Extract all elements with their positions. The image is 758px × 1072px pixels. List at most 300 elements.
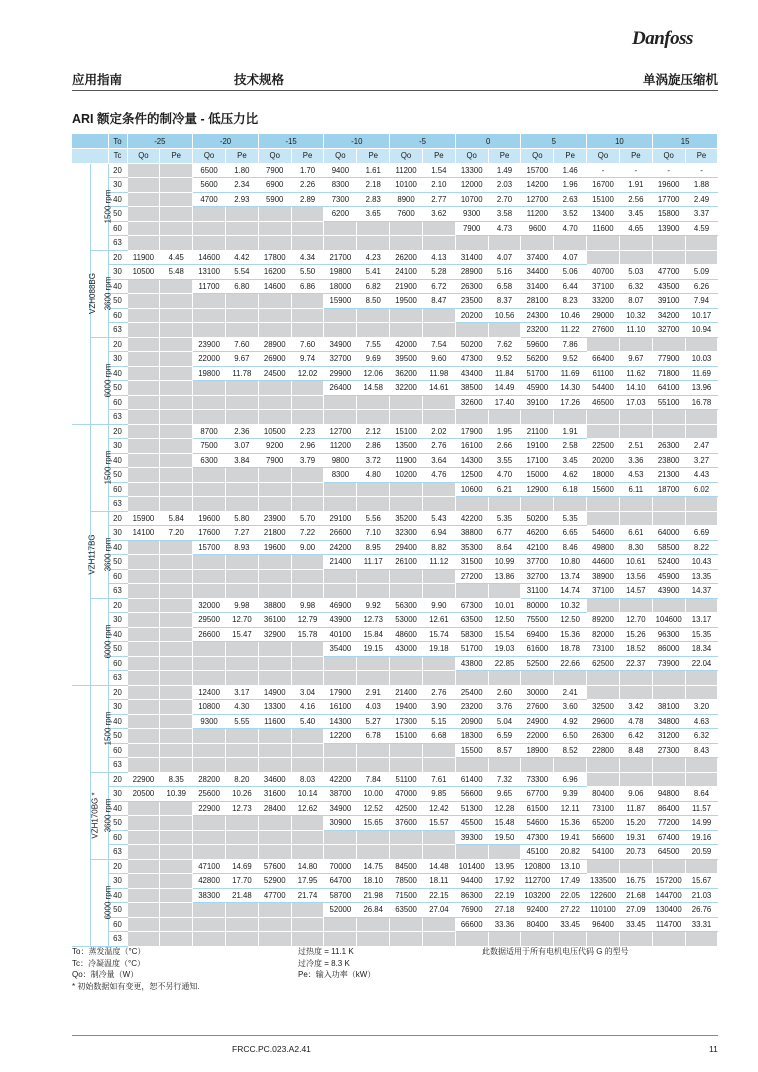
empty-cell bbox=[258, 468, 291, 483]
pe-cell: 4.53 bbox=[619, 468, 652, 483]
empty-cell bbox=[160, 308, 193, 323]
empty-cell bbox=[258, 816, 291, 831]
empty-cell bbox=[225, 758, 258, 773]
pe-cell: 11.78 bbox=[225, 366, 258, 381]
speed-text: 6000 rpm bbox=[102, 624, 112, 659]
pe-cell: 22.15 bbox=[422, 888, 455, 903]
qo-cell: 64700 bbox=[324, 874, 357, 889]
tc-value: 30 bbox=[108, 874, 127, 889]
pe-cell: 7.55 bbox=[357, 337, 390, 352]
qo-cell: 58700 bbox=[324, 888, 357, 903]
empty-cell bbox=[685, 511, 718, 526]
pe-cell: 18.10 bbox=[357, 874, 390, 889]
empty-cell bbox=[127, 613, 160, 628]
empty-cell bbox=[127, 584, 160, 599]
qo-cell: 26300 bbox=[455, 279, 488, 294]
pe-cell: 14.49 bbox=[488, 381, 521, 396]
qo-cell: 18000 bbox=[324, 279, 357, 294]
empty-cell bbox=[291, 656, 324, 671]
qo-cell: 46900 bbox=[324, 598, 357, 613]
empty-cell bbox=[258, 294, 291, 309]
pe-cell: 8.20 bbox=[225, 772, 258, 787]
empty-cell bbox=[422, 395, 455, 410]
qo-cell: 27200 bbox=[455, 569, 488, 584]
pe-cell: 10.32 bbox=[619, 308, 652, 323]
empty-cell bbox=[652, 772, 685, 787]
qo-cell: 43400 bbox=[455, 366, 488, 381]
empty-cell bbox=[127, 801, 160, 816]
empty-cell bbox=[193, 555, 226, 570]
pe-cell: 27.22 bbox=[554, 903, 587, 918]
empty-cell bbox=[455, 410, 488, 425]
empty-cell bbox=[587, 250, 620, 265]
empty-cell bbox=[193, 642, 226, 657]
empty-cell bbox=[160, 352, 193, 367]
pe-cell: 2.26 bbox=[291, 178, 324, 193]
pe-cell: 8.52 bbox=[554, 743, 587, 758]
pe-cell: 18.11 bbox=[422, 874, 455, 889]
empty-cell bbox=[258, 932, 291, 947]
qo-cell: 10700 bbox=[455, 192, 488, 207]
qo-cell: 20900 bbox=[455, 714, 488, 729]
qo-cell: 32700 bbox=[521, 569, 554, 584]
empty-cell bbox=[324, 497, 357, 512]
empty-cell bbox=[554, 236, 587, 251]
header-right: 单涡旋压缩机 bbox=[642, 73, 718, 87]
qo-cell: 16700 bbox=[587, 178, 620, 193]
pe-cell: 26.84 bbox=[357, 903, 390, 918]
qo-cell: 104600 bbox=[652, 613, 685, 628]
note-line: 过热度 = 11.1 K bbox=[298, 947, 354, 956]
tc-value: 40 bbox=[108, 192, 127, 207]
pe-cell: 15.65 bbox=[357, 816, 390, 831]
pe-cell: 8.03 bbox=[291, 772, 324, 787]
pe-cell: 5.40 bbox=[291, 714, 324, 729]
table-row bbox=[72, 366, 718, 381]
qo-cell: 43500 bbox=[652, 279, 685, 294]
pe-cell: 19.15 bbox=[357, 642, 390, 657]
pe-cell: 3.72 bbox=[357, 453, 390, 468]
qo-cell: 37100 bbox=[587, 279, 620, 294]
qo-cell: 86400 bbox=[652, 801, 685, 816]
pe-cell: 6.80 bbox=[225, 279, 258, 294]
speed-text: 3600 rpm bbox=[102, 798, 112, 833]
pe-cell: 22.05 bbox=[554, 888, 587, 903]
empty-cell bbox=[619, 410, 652, 425]
qo-cell: 38900 bbox=[587, 569, 620, 584]
model-label bbox=[72, 163, 97, 424]
empty-cell bbox=[390, 656, 423, 671]
qo-cell: 21700 bbox=[324, 250, 357, 265]
qo-cell: 24900 bbox=[521, 714, 554, 729]
qo-cell: 36200 bbox=[390, 366, 423, 381]
empty-cell bbox=[619, 598, 652, 613]
qo-cell: 37600 bbox=[390, 816, 423, 831]
empty-cell bbox=[291, 294, 324, 309]
pe-cell: 21.68 bbox=[619, 888, 652, 903]
empty-cell bbox=[160, 801, 193, 816]
pe-cell: 14.10 bbox=[619, 381, 652, 396]
pe-cell: 9.74 bbox=[291, 352, 324, 367]
pe-cell: 9.92 bbox=[357, 598, 390, 613]
empty-cell bbox=[324, 917, 357, 932]
pe-cell: 11.17 bbox=[357, 555, 390, 570]
empty-cell bbox=[291, 381, 324, 396]
pe-cell: 1.70 bbox=[291, 163, 324, 178]
empty-cell bbox=[258, 584, 291, 599]
empty-cell bbox=[193, 468, 226, 483]
qo-cell: 112700 bbox=[521, 874, 554, 889]
empty-cell bbox=[422, 917, 455, 932]
tc-value: 50 bbox=[108, 729, 127, 744]
empty-cell bbox=[685, 337, 718, 352]
empty-cell bbox=[127, 482, 160, 497]
pe-cell: 3.65 bbox=[357, 207, 390, 222]
empty-cell bbox=[652, 511, 685, 526]
qo-cell: 17800 bbox=[258, 250, 291, 265]
tc-value: 63 bbox=[108, 845, 127, 860]
empty-cell bbox=[619, 932, 652, 947]
empty-cell bbox=[390, 236, 423, 251]
qo-cell: 45100 bbox=[521, 845, 554, 860]
qo-cell: 26400 bbox=[324, 381, 357, 396]
qo-cell: 44600 bbox=[587, 555, 620, 570]
pe-cell: 4.16 bbox=[291, 700, 324, 715]
qo-cell: 103200 bbox=[521, 888, 554, 903]
pe-cell: 5.80 bbox=[225, 511, 258, 526]
empty-cell bbox=[258, 555, 291, 570]
pe-cell: 2.58 bbox=[554, 439, 587, 454]
empty-cell bbox=[455, 236, 488, 251]
qo-cell: 17700 bbox=[652, 192, 685, 207]
table-row bbox=[72, 569, 718, 584]
pe-cell: 3.17 bbox=[225, 685, 258, 700]
pe-cell: 21.03 bbox=[685, 888, 718, 903]
empty-cell bbox=[521, 236, 554, 251]
table-row bbox=[72, 874, 718, 889]
pe-cell: 21.98 bbox=[357, 888, 390, 903]
qo-cell: 47300 bbox=[521, 830, 554, 845]
empty-cell bbox=[587, 859, 620, 874]
pe-cell: 8.47 bbox=[422, 294, 455, 309]
empty-cell bbox=[357, 221, 390, 236]
table-row bbox=[72, 294, 718, 309]
pe-cell: 33.45 bbox=[619, 917, 652, 932]
empty-cell bbox=[160, 192, 193, 207]
empty-cell bbox=[258, 381, 291, 396]
pe-cell: 8.43 bbox=[685, 743, 718, 758]
qo-cell: 35300 bbox=[455, 540, 488, 555]
tc-value: 50 bbox=[108, 468, 127, 483]
empty-cell bbox=[127, 439, 160, 454]
empty-cell bbox=[291, 758, 324, 773]
empty-cell bbox=[619, 758, 652, 773]
header-mid: 技术规格 bbox=[234, 73, 285, 87]
pe-cell: 3.20 bbox=[685, 700, 718, 715]
empty-cell bbox=[291, 555, 324, 570]
empty-cell bbox=[554, 758, 587, 773]
pe-cell: 2.70 bbox=[488, 192, 521, 207]
qo-cell: 22000 bbox=[193, 352, 226, 367]
empty-cell bbox=[619, 497, 652, 512]
empty-cell bbox=[127, 700, 160, 715]
empty-cell bbox=[160, 700, 193, 715]
pe-cell: 4.45 bbox=[160, 250, 193, 265]
qo-cell: - bbox=[652, 163, 685, 178]
empty-cell bbox=[587, 410, 620, 425]
empty-cell bbox=[225, 671, 258, 686]
empty-cell bbox=[160, 236, 193, 251]
pe-cell: 3.58 bbox=[488, 207, 521, 222]
pe-cell: 7.60 bbox=[225, 337, 258, 352]
speed-text: 3600 rpm bbox=[102, 537, 112, 572]
danfoss-logo: Danfoss bbox=[632, 28, 693, 49]
empty-cell bbox=[258, 207, 291, 222]
tc-value: 40 bbox=[108, 801, 127, 816]
pe-cell: 1.49 bbox=[488, 163, 521, 178]
qo-cell: 69400 bbox=[521, 627, 554, 642]
tc-value: 40 bbox=[108, 279, 127, 294]
qo-cell: 39500 bbox=[390, 352, 423, 367]
qo-cell: 5900 bbox=[258, 192, 291, 207]
pe-cell: 8.93 bbox=[225, 540, 258, 555]
qo-cell: 28900 bbox=[455, 265, 488, 280]
empty-cell bbox=[619, 511, 652, 526]
qo-cell: 23800 bbox=[652, 453, 685, 468]
empty-cell bbox=[127, 874, 160, 889]
qo-cell: 37400 bbox=[521, 250, 554, 265]
pe-cell: 22.19 bbox=[488, 888, 521, 903]
pe-cell: 17.49 bbox=[554, 874, 587, 889]
empty-cell bbox=[127, 888, 160, 903]
empty-cell bbox=[225, 584, 258, 599]
pe-cell: 3.45 bbox=[554, 453, 587, 468]
pe-cell: 10.46 bbox=[554, 308, 587, 323]
qo-cell: 19500 bbox=[390, 294, 423, 309]
pe-cell: 9.65 bbox=[488, 787, 521, 802]
empty-cell bbox=[422, 932, 455, 947]
qo-cell: 20200 bbox=[587, 453, 620, 468]
table-row bbox=[72, 801, 718, 816]
qo-cell: 51300 bbox=[455, 801, 488, 816]
pe-cell: 16.75 bbox=[619, 874, 652, 889]
qo-column-header: Qo bbox=[258, 149, 291, 164]
empty-cell bbox=[160, 685, 193, 700]
pe-cell: 12.28 bbox=[488, 801, 521, 816]
empty-cell bbox=[357, 830, 390, 845]
pe-cell: 1.54 bbox=[422, 163, 455, 178]
qo-cell: 34400 bbox=[521, 265, 554, 280]
pe-cell: 11.10 bbox=[619, 323, 652, 338]
pe-cell: 2.51 bbox=[619, 439, 652, 454]
empty-cell bbox=[357, 671, 390, 686]
empty-cell bbox=[160, 874, 193, 889]
empty-cell bbox=[357, 323, 390, 338]
pe-cell: 14.80 bbox=[291, 859, 324, 874]
pe-cell: 6.44 bbox=[554, 279, 587, 294]
empty-cell bbox=[193, 932, 226, 947]
pe-cell: 2.93 bbox=[225, 192, 258, 207]
empty-cell bbox=[225, 395, 258, 410]
qo-cell: 10500 bbox=[258, 424, 291, 439]
empty-cell bbox=[291, 395, 324, 410]
pe-cell: 2.02 bbox=[422, 424, 455, 439]
pe-cell: 3.79 bbox=[291, 453, 324, 468]
pe-cell: 11.98 bbox=[422, 366, 455, 381]
qo-cell: 39100 bbox=[521, 395, 554, 410]
qo-cell: 42200 bbox=[324, 772, 357, 787]
pe-cell: 3.52 bbox=[554, 207, 587, 222]
qo-cell: 28400 bbox=[258, 801, 291, 816]
pe-cell: 3.37 bbox=[685, 207, 718, 222]
empty-cell bbox=[160, 671, 193, 686]
tc-value: 40 bbox=[108, 453, 127, 468]
empty-cell bbox=[193, 207, 226, 222]
empty-cell bbox=[619, 337, 652, 352]
qo-cell: 19600 bbox=[258, 540, 291, 555]
empty-cell bbox=[127, 903, 160, 918]
table-row bbox=[72, 555, 718, 570]
table-row bbox=[72, 685, 718, 700]
pe-cell: 1.46 bbox=[554, 163, 587, 178]
qo-cell: 26600 bbox=[193, 627, 226, 642]
pe-cell: 2.77 bbox=[422, 192, 455, 207]
table-row bbox=[72, 279, 718, 294]
empty-cell bbox=[390, 323, 423, 338]
table-row bbox=[72, 511, 718, 526]
pe-cell: 6.94 bbox=[422, 526, 455, 541]
tc-value: 30 bbox=[108, 265, 127, 280]
pe-cell: 13.95 bbox=[488, 859, 521, 874]
empty-cell bbox=[587, 598, 620, 613]
speed-label bbox=[90, 685, 112, 772]
tc-value: 50 bbox=[108, 642, 127, 657]
pe-cell: 6.69 bbox=[685, 526, 718, 541]
pe-cell: 10.56 bbox=[488, 308, 521, 323]
qo-column-header: Qo bbox=[193, 149, 226, 164]
pe-cell: 6.82 bbox=[357, 279, 390, 294]
pe-cell: 14.74 bbox=[554, 584, 587, 599]
qo-cell: 12500 bbox=[455, 468, 488, 483]
empty-cell bbox=[258, 221, 291, 236]
qo-cell: 12900 bbox=[521, 482, 554, 497]
qo-cell: 94800 bbox=[652, 787, 685, 802]
qo-cell: 96400 bbox=[587, 917, 620, 932]
pe-cell: 10.61 bbox=[619, 555, 652, 570]
pe-cell: 21.48 bbox=[225, 888, 258, 903]
pe-cell: 15.48 bbox=[488, 816, 521, 831]
pe-cell: 5.55 bbox=[225, 714, 258, 729]
pe-cell: 10.94 bbox=[685, 323, 718, 338]
empty-cell bbox=[193, 830, 226, 845]
empty-cell bbox=[127, 598, 160, 613]
qo-cell: 12200 bbox=[324, 729, 357, 744]
empty-cell bbox=[160, 221, 193, 236]
pe-cell: 1.91 bbox=[619, 178, 652, 193]
empty-cell bbox=[587, 497, 620, 512]
note-line: To：蒸发温度（°C） bbox=[72, 947, 146, 956]
pe-cell: 14.37 bbox=[685, 584, 718, 599]
tc-value: 20 bbox=[108, 772, 127, 787]
empty-cell bbox=[685, 410, 718, 425]
pe-cell: 10.03 bbox=[685, 352, 718, 367]
qo-cell: 38300 bbox=[193, 888, 226, 903]
empty-cell bbox=[160, 642, 193, 657]
empty-cell bbox=[652, 758, 685, 773]
empty-cell bbox=[225, 236, 258, 251]
table-row bbox=[72, 888, 718, 903]
qo-cell: 11700 bbox=[193, 279, 226, 294]
pe-cell: 8.50 bbox=[357, 294, 390, 309]
qo-cell: 19600 bbox=[193, 511, 226, 526]
qo-cell: 54600 bbox=[587, 526, 620, 541]
pe-cell: 15.20 bbox=[619, 816, 652, 831]
table-row bbox=[72, 714, 718, 729]
empty-cell bbox=[258, 830, 291, 845]
pe-cell: 2.91 bbox=[357, 685, 390, 700]
empty-cell bbox=[127, 555, 160, 570]
pe-cell: 8.37 bbox=[488, 294, 521, 309]
empty-cell bbox=[127, 758, 160, 773]
empty-cell bbox=[225, 569, 258, 584]
empty-cell bbox=[685, 598, 718, 613]
pe-cell: 14.57 bbox=[619, 584, 652, 599]
qo-cell: 21100 bbox=[521, 424, 554, 439]
qo-cell: 63500 bbox=[390, 903, 423, 918]
pe-cell: 2.23 bbox=[291, 424, 324, 439]
qo-cell: 94400 bbox=[455, 874, 488, 889]
empty-cell bbox=[160, 395, 193, 410]
empty-cell bbox=[652, 410, 685, 425]
pe-cell: 6.77 bbox=[488, 526, 521, 541]
pe-cell: 9.69 bbox=[357, 352, 390, 367]
table-row bbox=[72, 700, 718, 715]
empty-cell bbox=[619, 424, 652, 439]
qo-cell: 28200 bbox=[193, 772, 226, 787]
pe-cell: 17.03 bbox=[619, 395, 652, 410]
empty-cell bbox=[390, 830, 423, 845]
empty-cell bbox=[390, 221, 423, 236]
empty-cell bbox=[291, 221, 324, 236]
table-row bbox=[72, 787, 718, 802]
qo-cell: 46500 bbox=[587, 395, 620, 410]
pe-cell: 12.50 bbox=[488, 613, 521, 628]
empty-cell bbox=[127, 497, 160, 512]
pe-cell: 22.37 bbox=[619, 656, 652, 671]
qo-cell: 19400 bbox=[390, 700, 423, 715]
footer-divider bbox=[72, 1035, 718, 1036]
empty-cell bbox=[357, 845, 390, 860]
qo-cell: 23200 bbox=[455, 700, 488, 715]
qo-cell: 21800 bbox=[258, 526, 291, 541]
qo-cell: 19100 bbox=[521, 439, 554, 454]
pe-cell: 15.74 bbox=[422, 627, 455, 642]
empty-cell bbox=[225, 656, 258, 671]
pe-cell: 8.23 bbox=[554, 294, 587, 309]
pe-cell: 5.35 bbox=[488, 511, 521, 526]
empty-cell bbox=[291, 584, 324, 599]
pe-column-header: Pe bbox=[291, 149, 324, 164]
qo-cell: 16100 bbox=[324, 700, 357, 715]
pe-cell: 4.30 bbox=[225, 700, 258, 715]
empty-cell bbox=[324, 410, 357, 425]
empty-cell bbox=[160, 163, 193, 178]
qo-cell: 47700 bbox=[652, 265, 685, 280]
empty-cell bbox=[324, 656, 357, 671]
empty-cell bbox=[587, 758, 620, 773]
qo-cell: 9600 bbox=[521, 221, 554, 236]
qo-cell: 45900 bbox=[652, 569, 685, 584]
